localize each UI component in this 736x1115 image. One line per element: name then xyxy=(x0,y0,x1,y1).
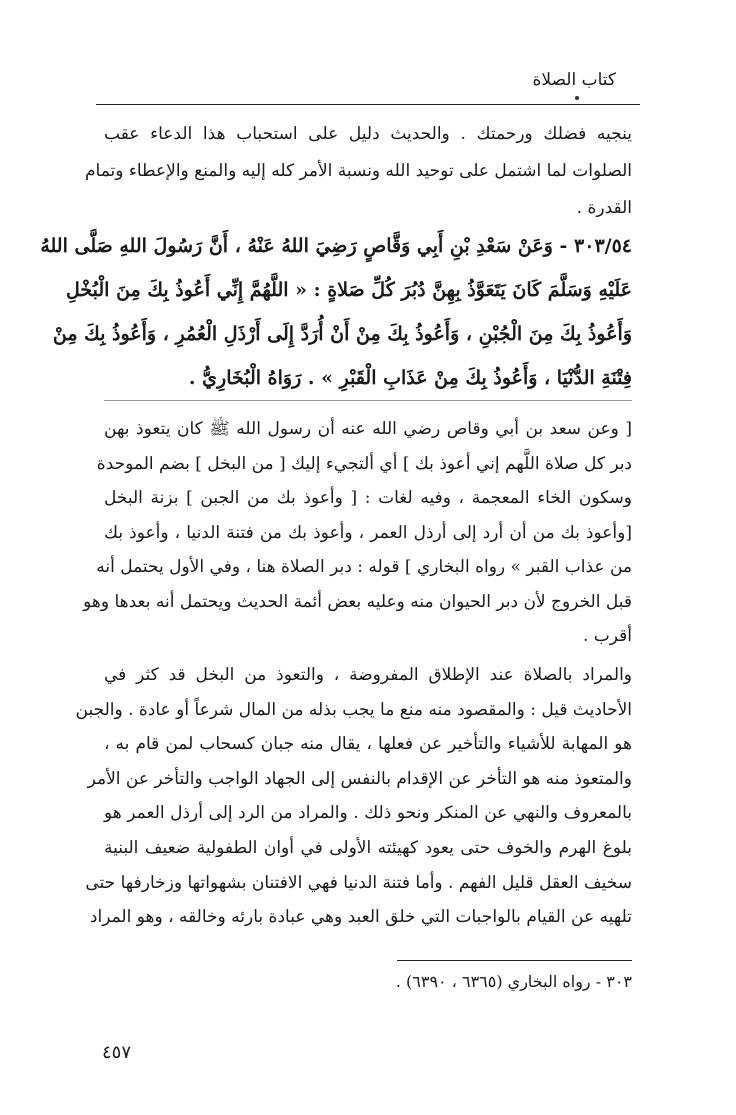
text-line: تلهيه عن القيام بالواجبات التي خلق العبد وهي عبادة بارئه وخالقه ، وهو المراد xyxy=(89,907,632,928)
footnote-rule xyxy=(397,960,632,961)
text-line: وسكون الخاء المعجمة ، وفيه لغات : [ وأعوذ بك من الجبن ] بزنة البخل xyxy=(104,488,632,508)
text-line: الأحاديث قيل : والمقصود منه منع ما يجب بذله من المال شرعاً أو عادة . والجبن xyxy=(75,699,632,720)
text-line: ينجيه فضلك ورحمتك . والحديث دليل على استحباب هذا الدعاء عقب xyxy=(104,124,632,144)
explanation-paragraph xyxy=(75,658,632,935)
commentary-paragraph xyxy=(83,412,632,654)
text-line: دبر كل صلاة اللَّهم إني أعوذ بك ] أي ألتجيء إليك [ من البخل ] بضم الموحدة xyxy=(96,453,632,474)
text-line: قبل الخروج لأن دبر الحيوان منه وعليه بعض أئمة الحديث ويحتمل أنه بعدها وهو xyxy=(83,591,632,612)
hadith-line: ٣٠٣/٥٤ - وَعَنْ سَعْدِ بْنِ أَبِي وَقَّاصٍ رَضِيَ اللهُ عَنْهُ ، أَنَّ رَسُولَ اللهِ صَلَّى اللهُ xyxy=(40,235,632,257)
header-rule xyxy=(96,104,640,105)
text-line: [وأعوذ بك من أن أرد إلى أرذل العمر ، وأعوذ بك من فتنة الدنيا ، وأعوذ بك xyxy=(104,522,632,543)
hadith-line: عَلَيْهِ وَسَلَّمَ كَانَ يَتَعَوَّذُ بِهِنَّ دُبُرَ كُلِّ صَلاةٍ : « اللَّهُمَّ إِنِّي أَعُوذُ بِكَ مِنَ الْبُخْلِ xyxy=(66,279,632,301)
running-header-title: كتاب الصلاة xyxy=(532,70,616,90)
text-line: بلوغ الهرم والخوف حتى يعود كهيئته الأولى في أوان الطفولية ضعيف البنية xyxy=(104,837,632,858)
hadith-line: فِتْنَةِ الدُّنْيَا ، وَأَعُوذُ بِكَ مِنْ عَذَابِ الْقَبْرِ » . رَوَاهُ الْبُخَارِيُّ . xyxy=(188,367,632,389)
text-line: سخيف العقل قليل الفهم . وأما فتنة الدنيا فهي الافتنان بشهواتها وزخارفها حتى xyxy=(85,872,632,893)
section-divider xyxy=(104,400,632,401)
text-line: بالمعروف والنهي عن المنكر ونحو ذلك . والمراد من الرد إلى أرذل العمر هو xyxy=(104,803,632,824)
text-line: والمتعوذ منه هو التأخر عن الإقدام بالنفس إلى الجهاد الواجب والتأخر عن الأمر xyxy=(87,768,632,789)
intro-paragraph xyxy=(85,116,632,227)
text-line: [ وعن سعد بن أبي وقاص رضي الله عنه أن رسول الله ﷺ كان يتعوذ بهن xyxy=(104,419,632,439)
header-ornament-dot xyxy=(575,96,579,100)
text-line: من عذاب القبر » رواه البخاري ] قوله : دبر الصلاة هنا ، وفي الأول يحتمل أنه xyxy=(96,557,632,577)
text-line: الصلوات لما اشتمل على توحيد الله ونسبة الأمر كله إليه والمنع والإعطاء وتمام xyxy=(85,161,632,181)
page-number: ٤٥٧ xyxy=(102,1042,132,1063)
text-line: هو المهابة للأشياء والتأخير عن فعلها ، يقال منه جبان كسحاب لمن قام به ، xyxy=(104,734,632,755)
hadith-line: وَأَعُوذُ بِكَ مِنَ الْجُبْنِ ، وَأَعُوذُ بِكَ مِنْ أَنْ أُرَدَّ إِلَى أَرْذَلِ الْعُمُرِ ، وَأَعُوذُ بِكَ مِنْ xyxy=(52,323,632,345)
text-line: أقرب . xyxy=(582,626,632,646)
text-line: والمراد بالصلاة عند الإطلاق المفروضة ، والتعوذ من البخل قد كثر في xyxy=(104,665,632,685)
text-line: القدرة . xyxy=(576,198,632,218)
footnote: ٣٠٣ - رواه البخاري (٦٣٦٥ ، ٦٣٩٠) . xyxy=(395,972,632,991)
hadith-text xyxy=(40,224,632,400)
